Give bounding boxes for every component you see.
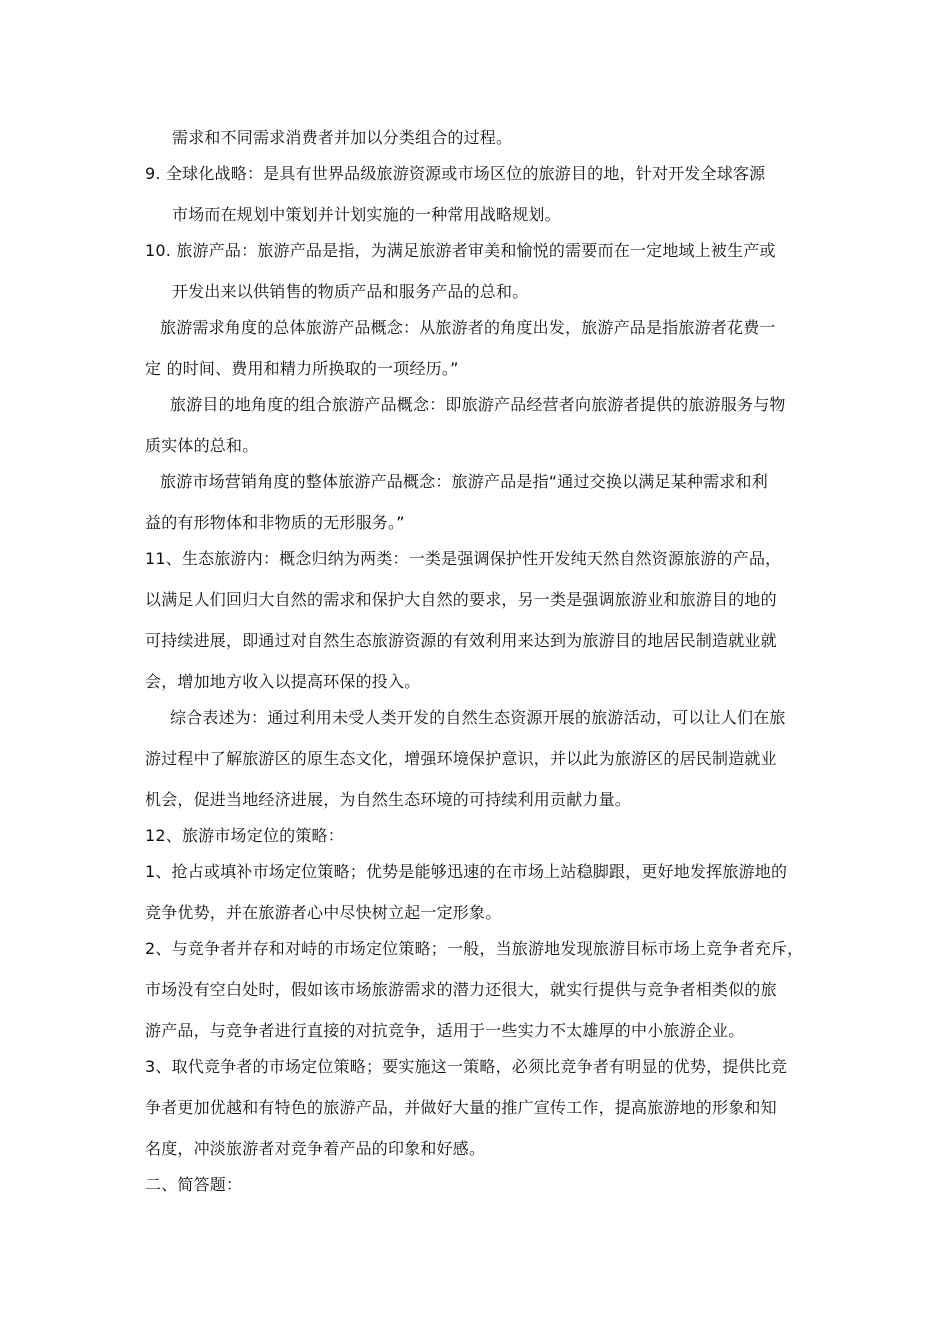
text-line: 定 的时间、费用和精力所换取的一项经历。”: [145, 359, 459, 378]
text-line: 3、取代竞争者的市场定位策略；要实施这一策略，必须比竞争者有明显的优势，提供比竞: [145, 1057, 788, 1076]
text-line: 会，增加地方收入以提高环保的投入。: [145, 672, 421, 691]
text-line: 争者更加优越和有特色的旅游产品，并做好大量的推广宣传工作，提高旅游地的形象和知: [145, 1098, 777, 1117]
text-line: 2、与竞争者并存和对峙的市场定位策略；一般，当旅游地发现旅游目标市场上竞争者充斥，: [145, 939, 804, 958]
text-line: 旅游目的地角度的组合旅游产品概念：即旅游产品经营者向旅游者提供的旅游服务与物: [170, 395, 786, 414]
text-line: 竞争优势，并在旅游者心中尽快树立起一定形象。: [145, 903, 502, 922]
text-line: 市场而在规划中策划并计划实施的一种常用战略规划。: [172, 205, 561, 224]
text-line: 旅游需求角度的总体旅游产品概念：从旅游者的角度出发，旅游产品是指旅游者花费一: [160, 318, 776, 337]
text-line: 可持续进展，即通过对自然生态旅游资源的有效利用来达到为旅游目的地居民制造就业就: [145, 631, 777, 650]
text-line: 游产品，与竞争者进行直接的对抗竞争，适用于一些实力不太雄厚的中小旅游企业。: [145, 1021, 745, 1040]
text-line: 游过程中了解旅游区的原生态文化，增强环境保护意识，并以此为旅游区的居民制造就业: [145, 749, 777, 768]
text-line: 以满足人们回归大自然的需求和保护大自然的要求，另一类是强调旅游业和旅游目的地的: [145, 590, 777, 609]
text-line: 质实体的总和。: [145, 436, 259, 455]
text-line: 名度，冲淡旅游者对竞争着产品的印象和好感。: [145, 1139, 486, 1158]
text-line: 市场没有空白处时，假如该市场旅游需求的潜力还很大，就实行提供与竞争者相类似的旅: [145, 980, 777, 999]
text-line: 10. 旅游产品：旅游产品是指，为满足旅游者审美和愉悦的需要而在一定地域上被生产或: [145, 241, 776, 260]
text-line: 需求和不同需求消费者并加以分类组合的过程。: [172, 128, 513, 147]
text-line: 1、抢占或填补市场定位策略；优势是能够迅速的在市场上站稳脚跟，更好地发挥旅游地的: [145, 862, 788, 881]
section-heading: 二、简答题：: [145, 1175, 243, 1194]
text-line: 开发出来以供销售的物质产品和服务产品的总和。: [172, 282, 529, 301]
text-line: 12、旅游市场定位的策略：: [145, 826, 344, 845]
text-line: 益的有形物体和非物质的无形服务。”: [145, 513, 405, 532]
text-line: 综合表述为：通过利用未受人类开发的自然生态资源开展的旅游活动，可以让人们在旅: [170, 708, 786, 727]
text-line: 机会，促进当地经济进展，为自然生态环境的可持续利用贡献力量。: [145, 790, 632, 809]
text-line: 旅游市场营销角度的整体旅游产品概念：旅游产品是指“通过交换以满足某种需求和利: [160, 472, 768, 491]
text-line: 11、生态旅游内：概念归纳为两类：一类是强调保护性开发纯天然自然资源旅游的产品，: [145, 549, 782, 568]
text-line: 9. 全球化战略：是具有世界品级旅游资源或市场区位的旅游目的地，针对开发全球客源: [145, 164, 766, 183]
